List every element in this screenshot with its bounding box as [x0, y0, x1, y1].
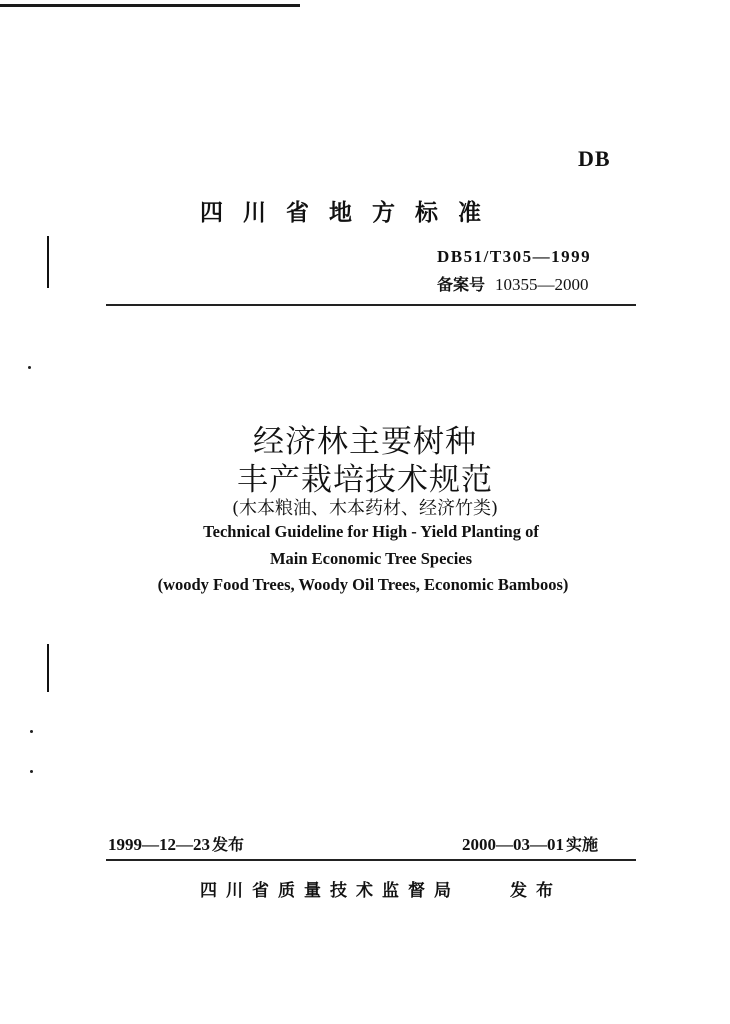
- publisher: 四川省质量技术监督局: [200, 881, 460, 901]
- implement-label: 实施: [566, 835, 599, 854]
- title-cn-line2: 丰产栽培技术规范: [237, 462, 493, 498]
- scan-edge-line: [0, 4, 300, 7]
- title-cn-line1: 经济林主要树种: [253, 424, 477, 460]
- title-en-line3: (woody Food Trees, Woody Oil Trees, Economic Bamboos): [157, 575, 569, 594]
- header-divider: [106, 304, 636, 306]
- standard-title: 四川省地方标准: [200, 200, 501, 226]
- publish-label: 发布: [510, 881, 562, 901]
- record-number: 10355—2000: [495, 275, 589, 294]
- standard-code: DB51/T305—1999: [437, 247, 592, 266]
- issue-date-value: 1999—12—23: [108, 835, 210, 854]
- implement-date-value: 2000—03—01: [462, 835, 564, 854]
- record-label: 备案号: [437, 275, 486, 294]
- title-en-line1: Technical Guideline for High - Yield Planting of: [203, 522, 539, 541]
- scan-margin-mark: [47, 644, 49, 692]
- scan-speck: [30, 770, 33, 773]
- implement-date: [462, 832, 598, 855]
- issue-label: 发布: [212, 835, 245, 854]
- db-mark: DB: [578, 146, 611, 171]
- footer-divider: [106, 859, 636, 861]
- scan-speck: [28, 366, 31, 369]
- scan-speck: [30, 730, 33, 733]
- scan-margin-mark: [47, 236, 49, 288]
- issue-date: [108, 832, 244, 855]
- record-line: [437, 272, 589, 295]
- title-cn-subtitle: (木本粮油、木本药材、经济竹类): [231, 498, 499, 519]
- title-en-line2: Main Economic Tree Species: [269, 549, 473, 568]
